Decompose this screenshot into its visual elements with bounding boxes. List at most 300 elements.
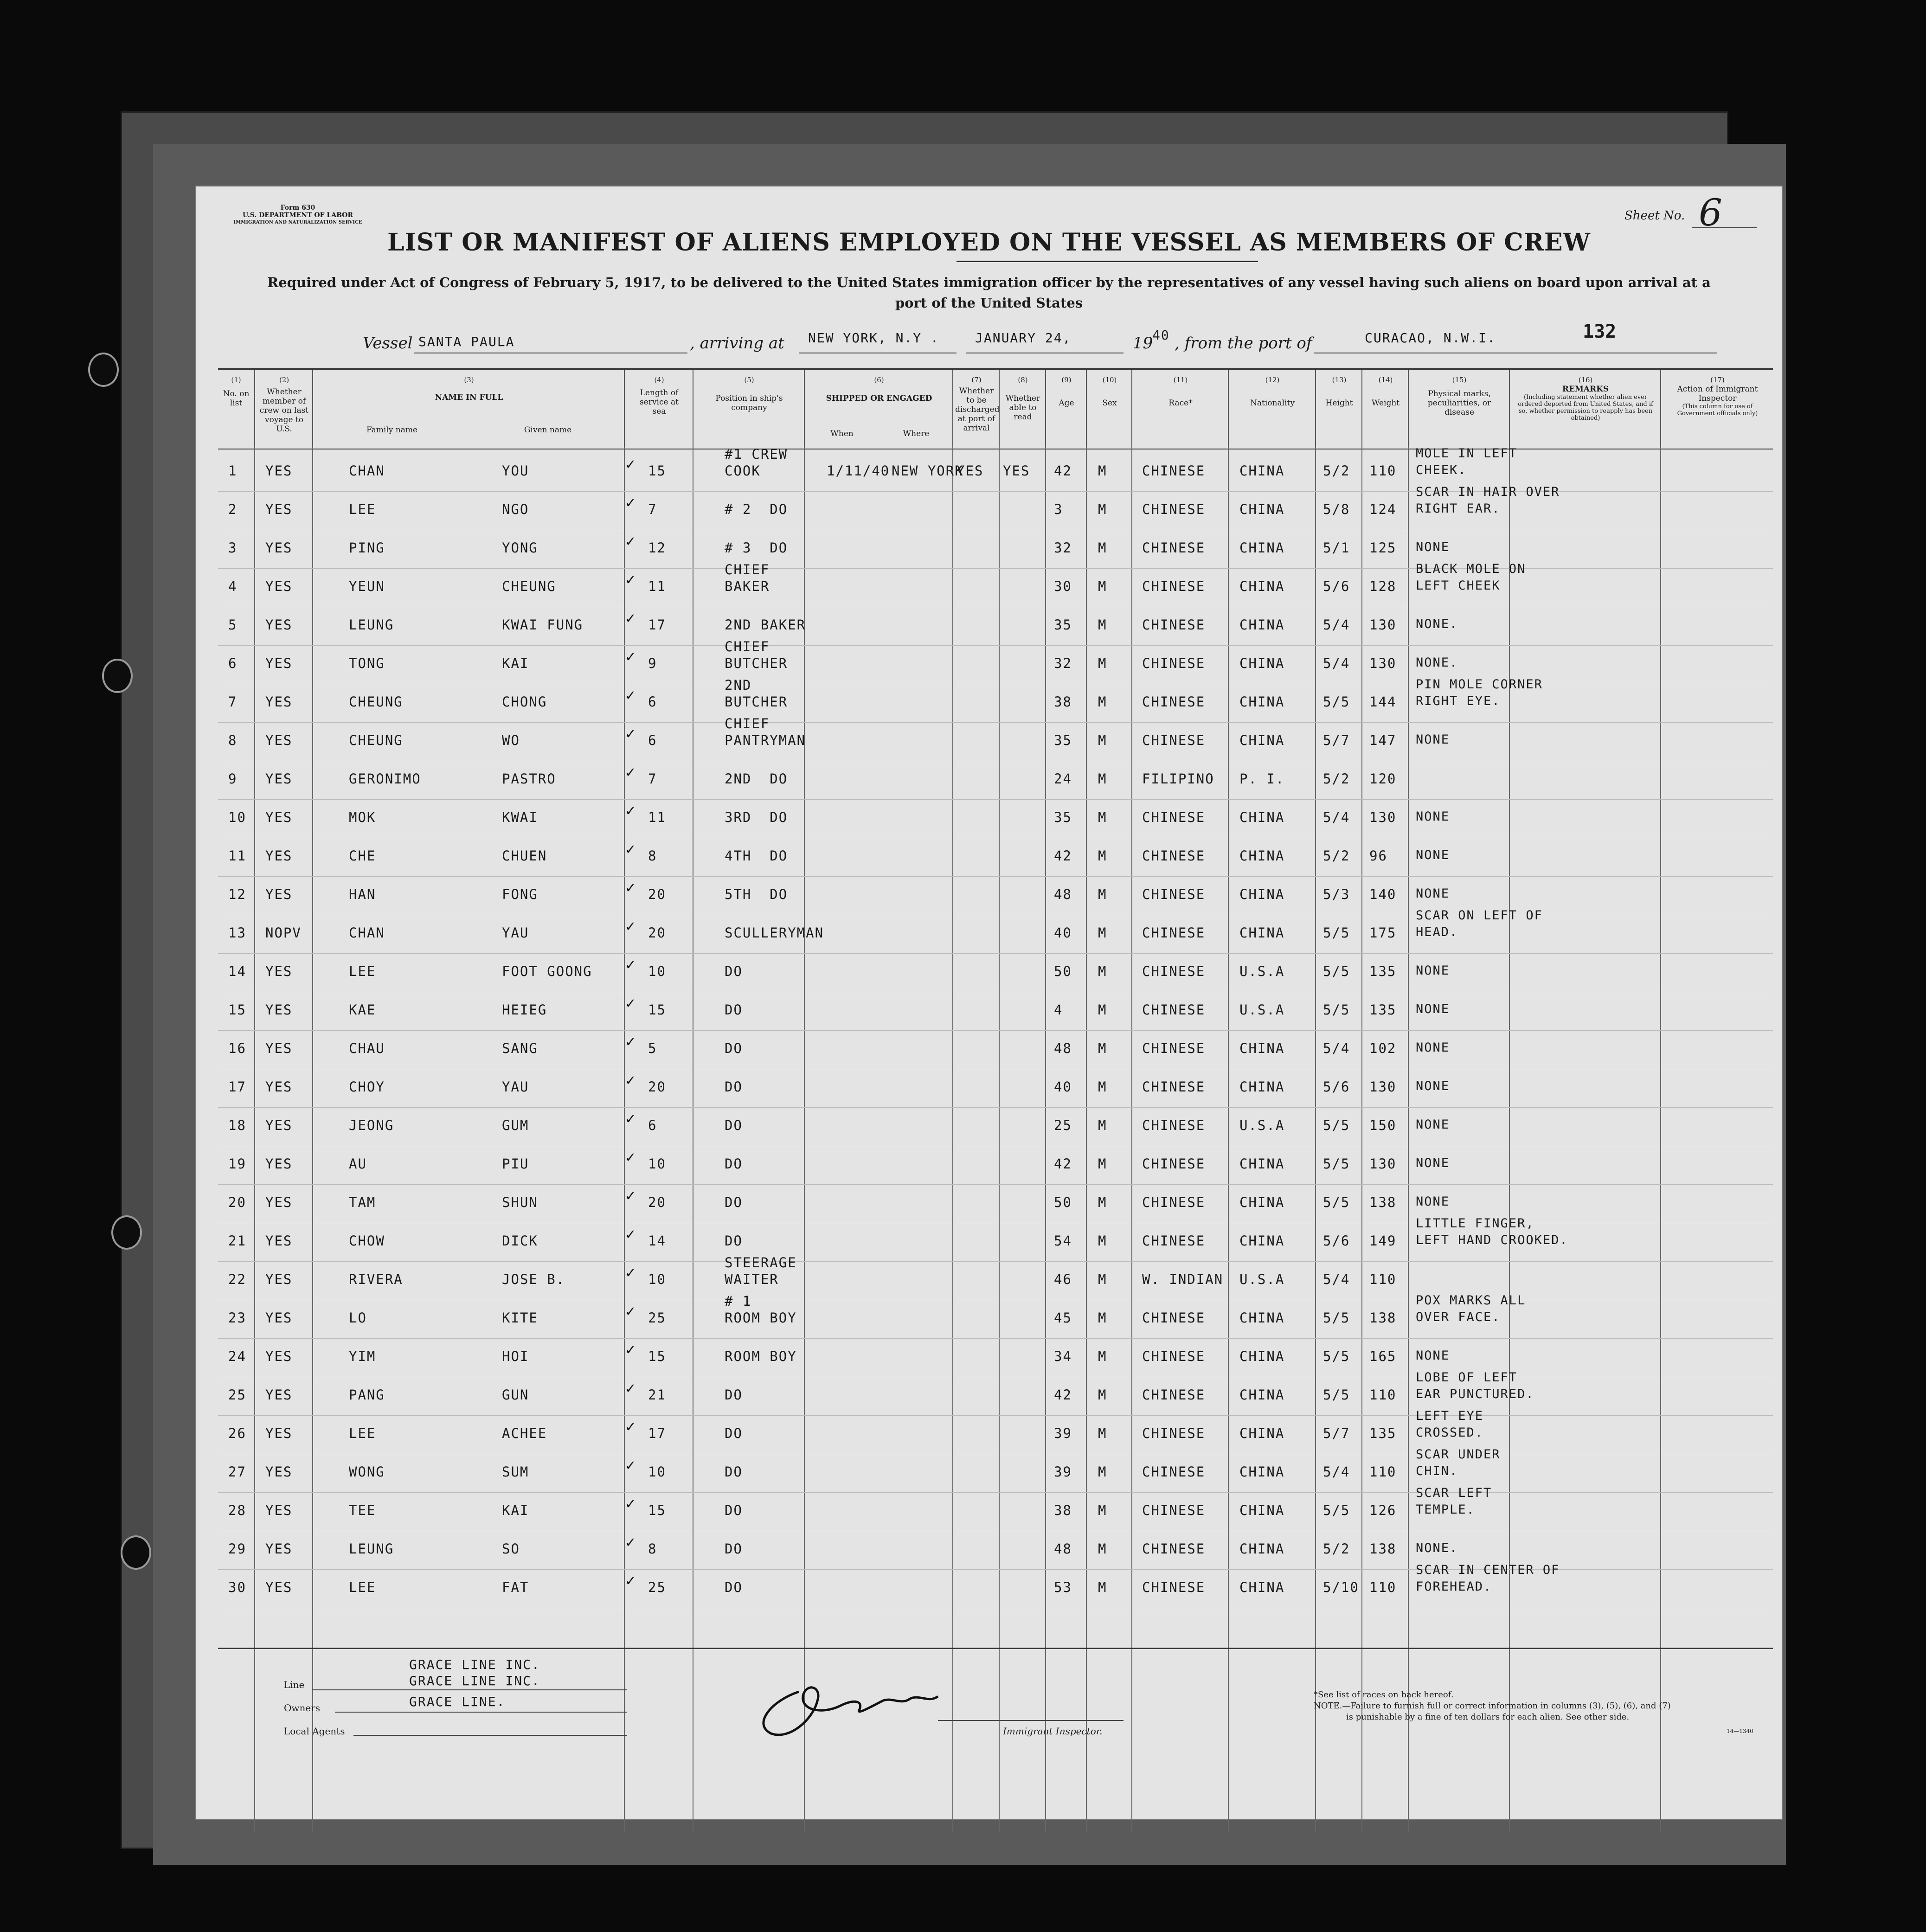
race: CHINESE <box>1142 732 1206 748</box>
col-10-header: (10) Sex <box>1086 370 1132 449</box>
race: CHINESE <box>1142 1194 1206 1210</box>
nationality: CHINA <box>1239 501 1285 517</box>
family-name: LEE <box>349 1579 376 1595</box>
table-row <box>218 1107 1773 1146</box>
prev-voyage: YES <box>265 848 293 864</box>
position-line-2: BUTCHER <box>725 694 788 710</box>
race: CHINESE <box>1142 617 1206 633</box>
physical-marks-line-1: SCAR IN CENTER OF <box>1416 1563 1560 1577</box>
prev-voyage: YES <box>265 886 293 902</box>
table-row <box>218 1030 1773 1069</box>
given-name: PIU <box>502 1156 529 1172</box>
sex: M <box>1098 1271 1107 1287</box>
nationality: CHINA <box>1239 617 1285 633</box>
col-12-header: (12) Nationality <box>1228 370 1316 449</box>
weight: 147 <box>1369 732 1397 748</box>
family-name: LEUNG <box>349 1541 394 1557</box>
position-line-2: SCULLERYMAN <box>725 925 824 941</box>
position-line-2: DO <box>725 1117 743 1133</box>
family-name: YEUN <box>349 578 385 594</box>
height: 5/5 <box>1323 1502 1350 1518</box>
weight: 102 <box>1369 1040 1397 1056</box>
table-row <box>218 1069 1773 1107</box>
given-name: SHUN <box>502 1194 538 1210</box>
nationality: CHINA <box>1239 655 1285 671</box>
family-name: AU <box>349 1156 367 1172</box>
sex: M <box>1098 1156 1107 1172</box>
given-name: HOI <box>502 1348 529 1364</box>
length-of-service: 20 <box>648 1194 666 1210</box>
nationality: CHINA <box>1239 925 1285 941</box>
position-line-1: #1 CREW <box>725 446 788 462</box>
sex: M <box>1098 1310 1107 1326</box>
weight: 110 <box>1369 463 1397 479</box>
sex: M <box>1098 1348 1107 1364</box>
row-number: 17 <box>228 1079 246 1095</box>
col-15-header: (15) Physical marks, peculiarities, or disease <box>1408 370 1510 449</box>
prev-voyage: YES <box>265 463 293 479</box>
given-name: DICK <box>502 1233 538 1249</box>
physical-marks-line-2: NONE <box>1416 1194 1450 1209</box>
age: 38 <box>1054 1502 1072 1518</box>
weight: 110 <box>1369 1271 1397 1287</box>
physical-marks-line-2: OVER FACE. <box>1416 1310 1501 1324</box>
table-row <box>218 716 1773 761</box>
age: 48 <box>1054 1040 1072 1056</box>
length-of-service: 10 <box>648 1156 666 1172</box>
race: CHINESE <box>1142 809 1206 825</box>
nationality: CHINA <box>1239 1425 1285 1441</box>
prev-voyage: YES <box>265 1040 293 1056</box>
prev-voyage: YES <box>265 617 293 633</box>
age: 48 <box>1054 886 1072 902</box>
prev-voyage: YES <box>265 1541 293 1557</box>
table-row <box>218 1370 1773 1415</box>
check-mark-icon: ✓ <box>625 1419 637 1435</box>
length-of-service: 17 <box>648 1425 666 1441</box>
nationality: CHINA <box>1239 1502 1285 1518</box>
physical-marks-line-1: BLACK MOLE ON <box>1416 562 1526 576</box>
department: U.S. DEPARTMENT OF LABOR <box>242 212 353 219</box>
punch-hole <box>111 1215 142 1250</box>
vessel-label: Vessel <box>363 334 413 353</box>
position-line-1: CHIEF <box>725 716 770 732</box>
weight: 135 <box>1369 963 1397 979</box>
prev-voyage: YES <box>265 771 293 787</box>
length-of-service: 5 <box>648 1040 657 1056</box>
race: FILIPINO <box>1142 771 1214 787</box>
row-number: 12 <box>228 886 246 902</box>
position-line-1: 2ND <box>725 677 752 693</box>
race: CHINESE <box>1142 578 1206 594</box>
family-name: LEE <box>349 1425 376 1441</box>
prev-voyage: YES <box>265 732 293 748</box>
sex: M <box>1098 809 1107 825</box>
physical-marks-line-1: SCAR ON LEFT OF <box>1416 908 1543 923</box>
age: 30 <box>1054 578 1072 594</box>
col-16-header: (16) REMARKS (Including statement whether alien ever ordered deported from United States, and if so, whether permission to reapply has been obtained) <box>1509 370 1661 449</box>
race: CHINESE <box>1142 1425 1206 1441</box>
row-number: 21 <box>228 1233 246 1249</box>
length-of-service: 20 <box>648 925 666 941</box>
manifest-sheet <box>195 186 1783 1820</box>
age: 25 <box>1054 1117 1072 1133</box>
height: 5/6 <box>1323 578 1350 594</box>
physical-marks-line-1: SCAR UNDER <box>1416 1447 1501 1462</box>
prev-voyage: YES <box>265 1387 293 1403</box>
height: 5/4 <box>1323 809 1350 825</box>
arriving-label: , arriving at <box>690 334 784 353</box>
physical-marks-line-1: MOLE IN LEFT <box>1416 446 1518 461</box>
position-line-2: DO <box>725 1387 743 1403</box>
row-number: 7 <box>228 694 238 710</box>
col-9-header: (9) Age <box>1045 370 1087 449</box>
prev-voyage: YES <box>265 694 293 710</box>
table-row <box>218 677 1773 722</box>
check-mark-icon: ✓ <box>625 1265 637 1281</box>
punch-hole <box>121 1535 151 1570</box>
age: 42 <box>1054 848 1072 864</box>
nationality: U.S.A <box>1239 1002 1285 1018</box>
age: 42 <box>1054 463 1072 479</box>
position-line-2: DO <box>725 1156 743 1172</box>
weight: 138 <box>1369 1541 1397 1557</box>
position-line-1: # 1 <box>725 1293 752 1309</box>
col-17-header: (17) Action of Immigrant Inspector (This column for use of Government officials only) <box>1660 370 1774 449</box>
age: 40 <box>1054 925 1072 941</box>
position-line-2: DO <box>725 1541 743 1557</box>
weight: 130 <box>1369 809 1397 825</box>
family-name: TEE <box>349 1502 376 1518</box>
form-number: Form 630 <box>280 204 315 212</box>
position-line-2: WAITER <box>725 1271 779 1287</box>
nationality: CHINA <box>1239 886 1285 902</box>
given-name: FONG <box>502 886 538 902</box>
family-name: KAE <box>349 1002 376 1018</box>
check-mark-icon: ✓ <box>625 1072 637 1088</box>
family-name: RIVERA <box>349 1271 403 1287</box>
physical-marks-line-2: LEFT HAND CROOKED. <box>1416 1233 1568 1247</box>
physical-marks-line-2: CHIN. <box>1416 1464 1458 1478</box>
age: 40 <box>1054 1079 1072 1095</box>
col-1-header: (1) No. on list <box>223 376 250 408</box>
family-name: PANG <box>349 1387 385 1403</box>
position-line-2: 4TH DO <box>725 848 788 864</box>
height: 5/10 <box>1323 1579 1359 1595</box>
physical-marks-line-2: HEAD. <box>1416 925 1458 939</box>
given-name: FAT <box>502 1579 529 1595</box>
family-name: CHOW <box>349 1233 385 1249</box>
height: 5/7 <box>1323 732 1350 748</box>
age: 4 <box>1054 1002 1063 1018</box>
check-mark-icon: ✓ <box>625 726 637 742</box>
position-line-2: COOK <box>725 463 761 479</box>
table-row <box>218 838 1773 876</box>
age: 50 <box>1054 963 1072 979</box>
prev-voyage: YES <box>265 655 293 671</box>
penalty-note-2: is punishable by a fine of ten dollars for each alien. See other side. <box>1346 1712 1630 1722</box>
check-mark-icon: ✓ <box>625 957 637 973</box>
position-line-2: DO <box>725 1040 743 1056</box>
race: CHINESE <box>1142 655 1206 671</box>
row-number: 30 <box>228 1579 246 1595</box>
sex: M <box>1098 1040 1107 1056</box>
position-line-2: BUTCHER <box>725 655 788 671</box>
position-line-2: DO <box>725 1579 743 1595</box>
prev-voyage: YES <box>265 1271 293 1287</box>
race: CHINESE <box>1142 501 1206 517</box>
check-mark-icon: ✓ <box>625 456 637 472</box>
height: 5/2 <box>1323 1541 1350 1557</box>
table-row <box>218 1184 1773 1223</box>
family-name: LEE <box>349 963 376 979</box>
prev-voyage: YES <box>265 1117 293 1133</box>
height: 5/4 <box>1323 1464 1350 1480</box>
stamp-number: 132 <box>1583 321 1617 342</box>
nationality: CHINA <box>1239 1348 1285 1364</box>
table-row <box>218 607 1773 645</box>
given-name: ACHEE <box>502 1425 547 1441</box>
position-line-2: PANTRYMAN <box>725 732 806 748</box>
family-name: CHAN <box>349 925 385 941</box>
height: 5/5 <box>1323 925 1350 941</box>
prev-voyage: YES <box>265 1002 293 1018</box>
length-of-service: 8 <box>648 1541 657 1557</box>
table-row <box>218 1255 1773 1300</box>
weight: 175 <box>1369 925 1397 941</box>
nationality: CHINA <box>1239 1156 1285 1172</box>
height: 5/2 <box>1323 463 1350 479</box>
height: 5/6 <box>1323 1233 1350 1249</box>
row-number: 29 <box>228 1541 246 1557</box>
position-line-2: DO <box>725 1079 743 1095</box>
height: 5/5 <box>1323 1387 1350 1403</box>
position-line-1: STEERAGE <box>725 1255 797 1271</box>
table-row <box>218 1338 1773 1377</box>
given-name: NGO <box>502 501 529 517</box>
sex: M <box>1098 1425 1107 1441</box>
race: CHINESE <box>1142 963 1206 979</box>
row-number: 26 <box>228 1425 246 1441</box>
family-name: HAN <box>349 886 376 902</box>
table-row <box>218 953 1773 992</box>
row-number: 15 <box>228 1002 246 1018</box>
sex: M <box>1098 1464 1107 1480</box>
row-number: 10 <box>228 809 246 825</box>
check-mark-icon: ✓ <box>625 687 637 703</box>
penalty-note-1: NOTE.—Failure to furnish full or correct information in columns (3), (5), (6), and (7) <box>1314 1701 1671 1711</box>
table-row <box>218 1216 1773 1261</box>
sex: M <box>1098 771 1107 787</box>
length-of-service: 10 <box>648 1464 666 1480</box>
age: 54 <box>1054 1233 1072 1249</box>
length-of-service: 11 <box>648 809 666 825</box>
weight: 138 <box>1369 1310 1397 1326</box>
height: 5/5 <box>1323 1310 1350 1326</box>
position-line-2: # 2 DO <box>725 501 788 517</box>
race: CHINESE <box>1142 540 1206 556</box>
weight: 120 <box>1369 771 1397 787</box>
row-number: 14 <box>228 963 246 979</box>
physical-marks-line-2: NONE. <box>1416 617 1458 631</box>
position-line-2: # 3 DO <box>725 540 788 556</box>
physical-marks-line-2: CROSSED. <box>1416 1425 1484 1440</box>
physical-marks-line-1: PIN MOLE CORNER <box>1416 677 1543 692</box>
sex: M <box>1098 1194 1107 1210</box>
weight: 96 <box>1369 848 1387 864</box>
physical-marks-line-2: NONE <box>1416 540 1450 554</box>
nationality: CHINA <box>1239 1233 1285 1249</box>
table-row <box>218 1563 1773 1608</box>
family-name: CHEUNG <box>349 694 403 710</box>
table-row <box>218 992 1773 1030</box>
age: 50 <box>1054 1194 1072 1210</box>
nationality: CHINA <box>1239 540 1285 556</box>
race: CHINESE <box>1142 463 1206 479</box>
race: CHINESE <box>1142 1233 1206 1249</box>
position-line-2: DO <box>725 963 743 979</box>
race: CHINESE <box>1142 1541 1206 1557</box>
race: CHINESE <box>1142 1117 1206 1133</box>
length-of-service: 12 <box>648 540 666 556</box>
row-number: 20 <box>228 1194 246 1210</box>
height: 5/5 <box>1323 1117 1350 1133</box>
check-mark-icon: ✓ <box>625 1457 637 1473</box>
race: CHINESE <box>1142 1002 1206 1018</box>
nationality: U.S.A <box>1239 1271 1285 1287</box>
sex: M <box>1098 694 1107 710</box>
weight: 110 <box>1369 1464 1397 1480</box>
given-name: SUM <box>502 1464 529 1480</box>
family-name: CHOY <box>349 1079 385 1095</box>
nationality: U.S.A <box>1239 1117 1285 1133</box>
sex: M <box>1098 578 1107 594</box>
family-name: WONG <box>349 1464 385 1480</box>
height: 5/7 <box>1323 1425 1350 1441</box>
length-of-service: 15 <box>648 1002 666 1018</box>
age: 24 <box>1054 771 1072 787</box>
length-of-service: 11 <box>648 578 666 594</box>
check-mark-icon: ✓ <box>625 803 637 819</box>
row-number: 4 <box>228 578 238 594</box>
length-of-service: 9 <box>648 655 657 671</box>
nationality: U.S.A <box>1239 963 1285 979</box>
length-of-service: 20 <box>648 886 666 902</box>
nationality: CHINA <box>1239 732 1285 748</box>
table-row <box>218 799 1773 838</box>
position-line-2: BAKER <box>725 578 770 594</box>
check-mark-icon: ✓ <box>625 533 637 549</box>
page-title: LIST OR MANIFEST OF ALIENS EMPLOYED ON THE VESSEL AS MEMBERS OF CREW <box>387 228 1591 257</box>
physical-marks-line-2: NONE <box>1416 809 1450 824</box>
check-mark-icon: ✓ <box>625 1342 637 1358</box>
col-4-header: (4) Length of service at sea <box>624 370 693 449</box>
height: 5/4 <box>1323 1271 1350 1287</box>
sheet-number: 6 <box>1699 191 1722 234</box>
check-mark-icon: ✓ <box>625 1034 637 1050</box>
race: CHINESE <box>1142 1387 1206 1403</box>
sex: M <box>1098 1579 1107 1595</box>
weight: 150 <box>1369 1117 1397 1133</box>
row-number: 9 <box>228 771 238 787</box>
sex: M <box>1098 732 1107 748</box>
family-name: PING <box>349 540 385 556</box>
weight: 125 <box>1369 540 1397 556</box>
race: CHINESE <box>1142 925 1206 941</box>
race: CHINESE <box>1142 1502 1206 1518</box>
family-name: LEUNG <box>349 617 394 633</box>
sex: M <box>1098 655 1107 671</box>
check-mark-icon: ✓ <box>625 880 637 896</box>
given-name: GUN <box>502 1387 529 1403</box>
age: 35 <box>1054 617 1072 633</box>
table-row <box>218 1447 1773 1492</box>
check-mark-icon: ✓ <box>625 841 637 857</box>
weight: 128 <box>1369 578 1397 594</box>
position-line-2: 2ND BAKER <box>725 617 806 633</box>
row-number: 24 <box>228 1348 246 1364</box>
table-row <box>218 1486 1773 1531</box>
race: CHINESE <box>1142 886 1206 902</box>
check-mark-icon: ✓ <box>625 918 637 934</box>
physical-marks-line-2: NONE <box>1416 886 1450 901</box>
age: 48 <box>1054 1541 1072 1557</box>
length-of-service: 20 <box>648 1079 666 1095</box>
height: 5/8 <box>1323 501 1350 517</box>
length-of-service: 7 <box>648 501 657 517</box>
length-of-service: 10 <box>648 1271 666 1287</box>
race: CHINESE <box>1142 1079 1206 1095</box>
table-row <box>218 1146 1773 1184</box>
family-name: MOK <box>349 809 376 825</box>
weight: 110 <box>1369 1387 1397 1403</box>
height: 5/5 <box>1323 1002 1350 1018</box>
height: 5/5 <box>1323 1194 1350 1210</box>
race: CHINESE <box>1142 1464 1206 1480</box>
race: CHINESE <box>1142 1579 1206 1595</box>
sex: M <box>1098 963 1107 979</box>
age: 32 <box>1054 655 1072 671</box>
table-row <box>218 761 1773 799</box>
physical-marks-line-2: NONE <box>1416 848 1450 862</box>
given-name: JOSE B. <box>502 1271 565 1287</box>
family-name: CHEUNG <box>349 732 403 748</box>
weight: 140 <box>1369 886 1397 902</box>
prev-voyage: YES <box>265 578 293 594</box>
age: 38 <box>1054 694 1072 710</box>
prev-voyage: YES <box>265 540 293 556</box>
origin-port: CURACAO, N.W.I. <box>1365 330 1496 346</box>
length-of-service: 6 <box>648 1117 657 1133</box>
race: CHINESE <box>1142 1348 1206 1364</box>
position-line-2: DO <box>725 1425 743 1441</box>
length-of-service: 7 <box>648 771 657 787</box>
physical-marks-line-2: NONE <box>1416 732 1450 747</box>
physical-marks-line-2: LEFT CHEEK <box>1416 578 1501 593</box>
weight: 126 <box>1369 1502 1397 1518</box>
family-name: CHAU <box>349 1040 385 1056</box>
position-line-2: 5TH DO <box>725 886 788 902</box>
sex: M <box>1098 848 1107 864</box>
check-mark-icon: ✓ <box>625 1111 637 1127</box>
weight: 149 <box>1369 1233 1397 1249</box>
form-header <box>228 204 367 226</box>
nationality: CHINA <box>1239 848 1285 864</box>
row-number: 13 <box>228 925 246 941</box>
sex: M <box>1098 540 1107 556</box>
inspector-label: Immigrant Inspector. <box>1003 1726 1103 1737</box>
sex: M <box>1098 463 1107 479</box>
